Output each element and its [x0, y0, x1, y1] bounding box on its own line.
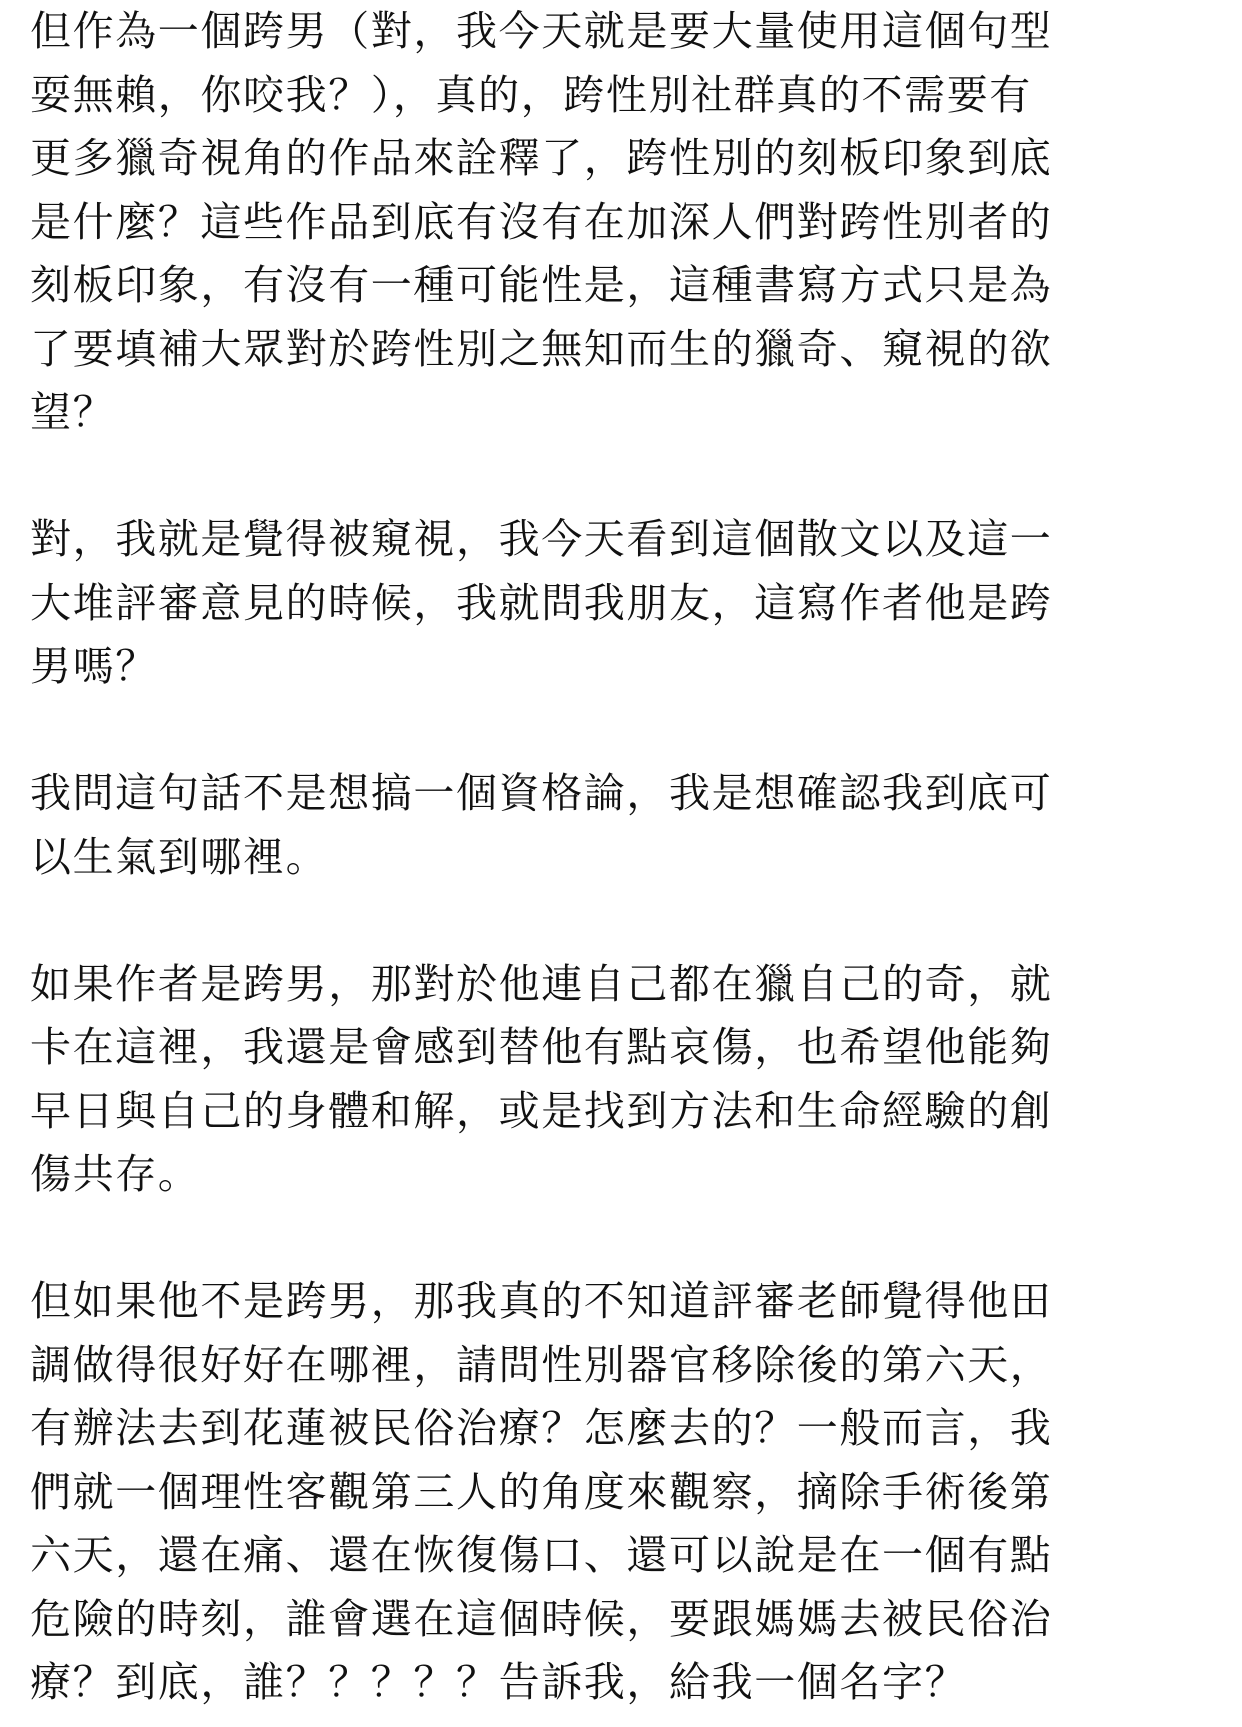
- text-line: 是什麼？這些作品到底有沒有在加深人們對跨性別者的: [30, 197, 1053, 246]
- paragraph-gap: [30, 445, 1205, 509]
- text-line: 大堆評審意見的時候，我就問我朋友，這寫作者他是跨: [30, 578, 1053, 627]
- text-line: 如果作者是跨男，那對於他連自己都在獵自己的奇，就: [30, 959, 1053, 1008]
- text-line: 但作為一個跨男（對，我今天就是要大量使用這個句型: [30, 7, 1053, 55]
- paragraph-gap: [30, 699, 1205, 763]
- text-line: 六天，還在痛、還在恢復傷口、還可以說是在一個有點: [30, 1531, 1053, 1579]
- text-line: 了要填補大眾對於跨性別之無知而生的獵奇、窺視的欲: [30, 324, 1053, 373]
- paragraph-5: [30, 1270, 1205, 1715]
- text-line: 卡在這裡，我還是會感到替他有點哀傷，也希望他能夠: [30, 1023, 1053, 1071]
- text-line: 男嗎？: [30, 642, 158, 690]
- text-line: 有辦法去到花蓮被民俗治療？怎麼去的？一般而言，我: [30, 1404, 1053, 1452]
- text-line: 更多獵奇視角的作品來詮釋了，跨性別的刻板印象到底: [30, 134, 1053, 182]
- text-line: 耍無賴，你咬我？），真的，跨性別社群真的不需要有: [30, 70, 1032, 119]
- paragraph-1: [30, 0, 1205, 445]
- paragraph-3: [30, 762, 1205, 889]
- text-line: 望？: [30, 388, 116, 436]
- text-line: 傷共存。: [30, 1150, 201, 1198]
- text-line: 以生氣到哪裡。: [30, 832, 329, 881]
- text-line: 療？到底，誰？？？？？告訴我，給我一個名字？: [30, 1658, 968, 1706]
- paragraph-gap: [30, 889, 1205, 953]
- paragraph-gap: [30, 1207, 1205, 1271]
- paragraph-2: [30, 508, 1205, 699]
- text-line: 早日與自己的身體和解，或是找到方法和生命經驗的創: [30, 1086, 1053, 1135]
- paragraph-4: [30, 953, 1205, 1207]
- article-body: [30, 0, 1205, 1715]
- text-line: 但如果他不是跨男，那我真的不知道評審老師覺得他田: [30, 1277, 1053, 1325]
- text-line: 我問這句話不是想搞一個資格論，我是想確認我到底可: [30, 769, 1053, 817]
- text-line: 對，我就是覺得被窺視，我今天看到這個散文以及這一: [30, 515, 1053, 563]
- text-line: 刻板印象，有沒有一種可能性是，這種書寫方式只是為: [30, 261, 1053, 309]
- text-line: 調做得很好好在哪裡，請問性別器官移除後的第六天，: [30, 1340, 1053, 1389]
- text-line: 危險的時刻，誰會選在這個時候，要跟媽媽去被民俗治: [30, 1594, 1053, 1643]
- text-line: 們就一個理性客觀第三人的角度來觀察，摘除手術後第: [30, 1467, 1053, 1516]
